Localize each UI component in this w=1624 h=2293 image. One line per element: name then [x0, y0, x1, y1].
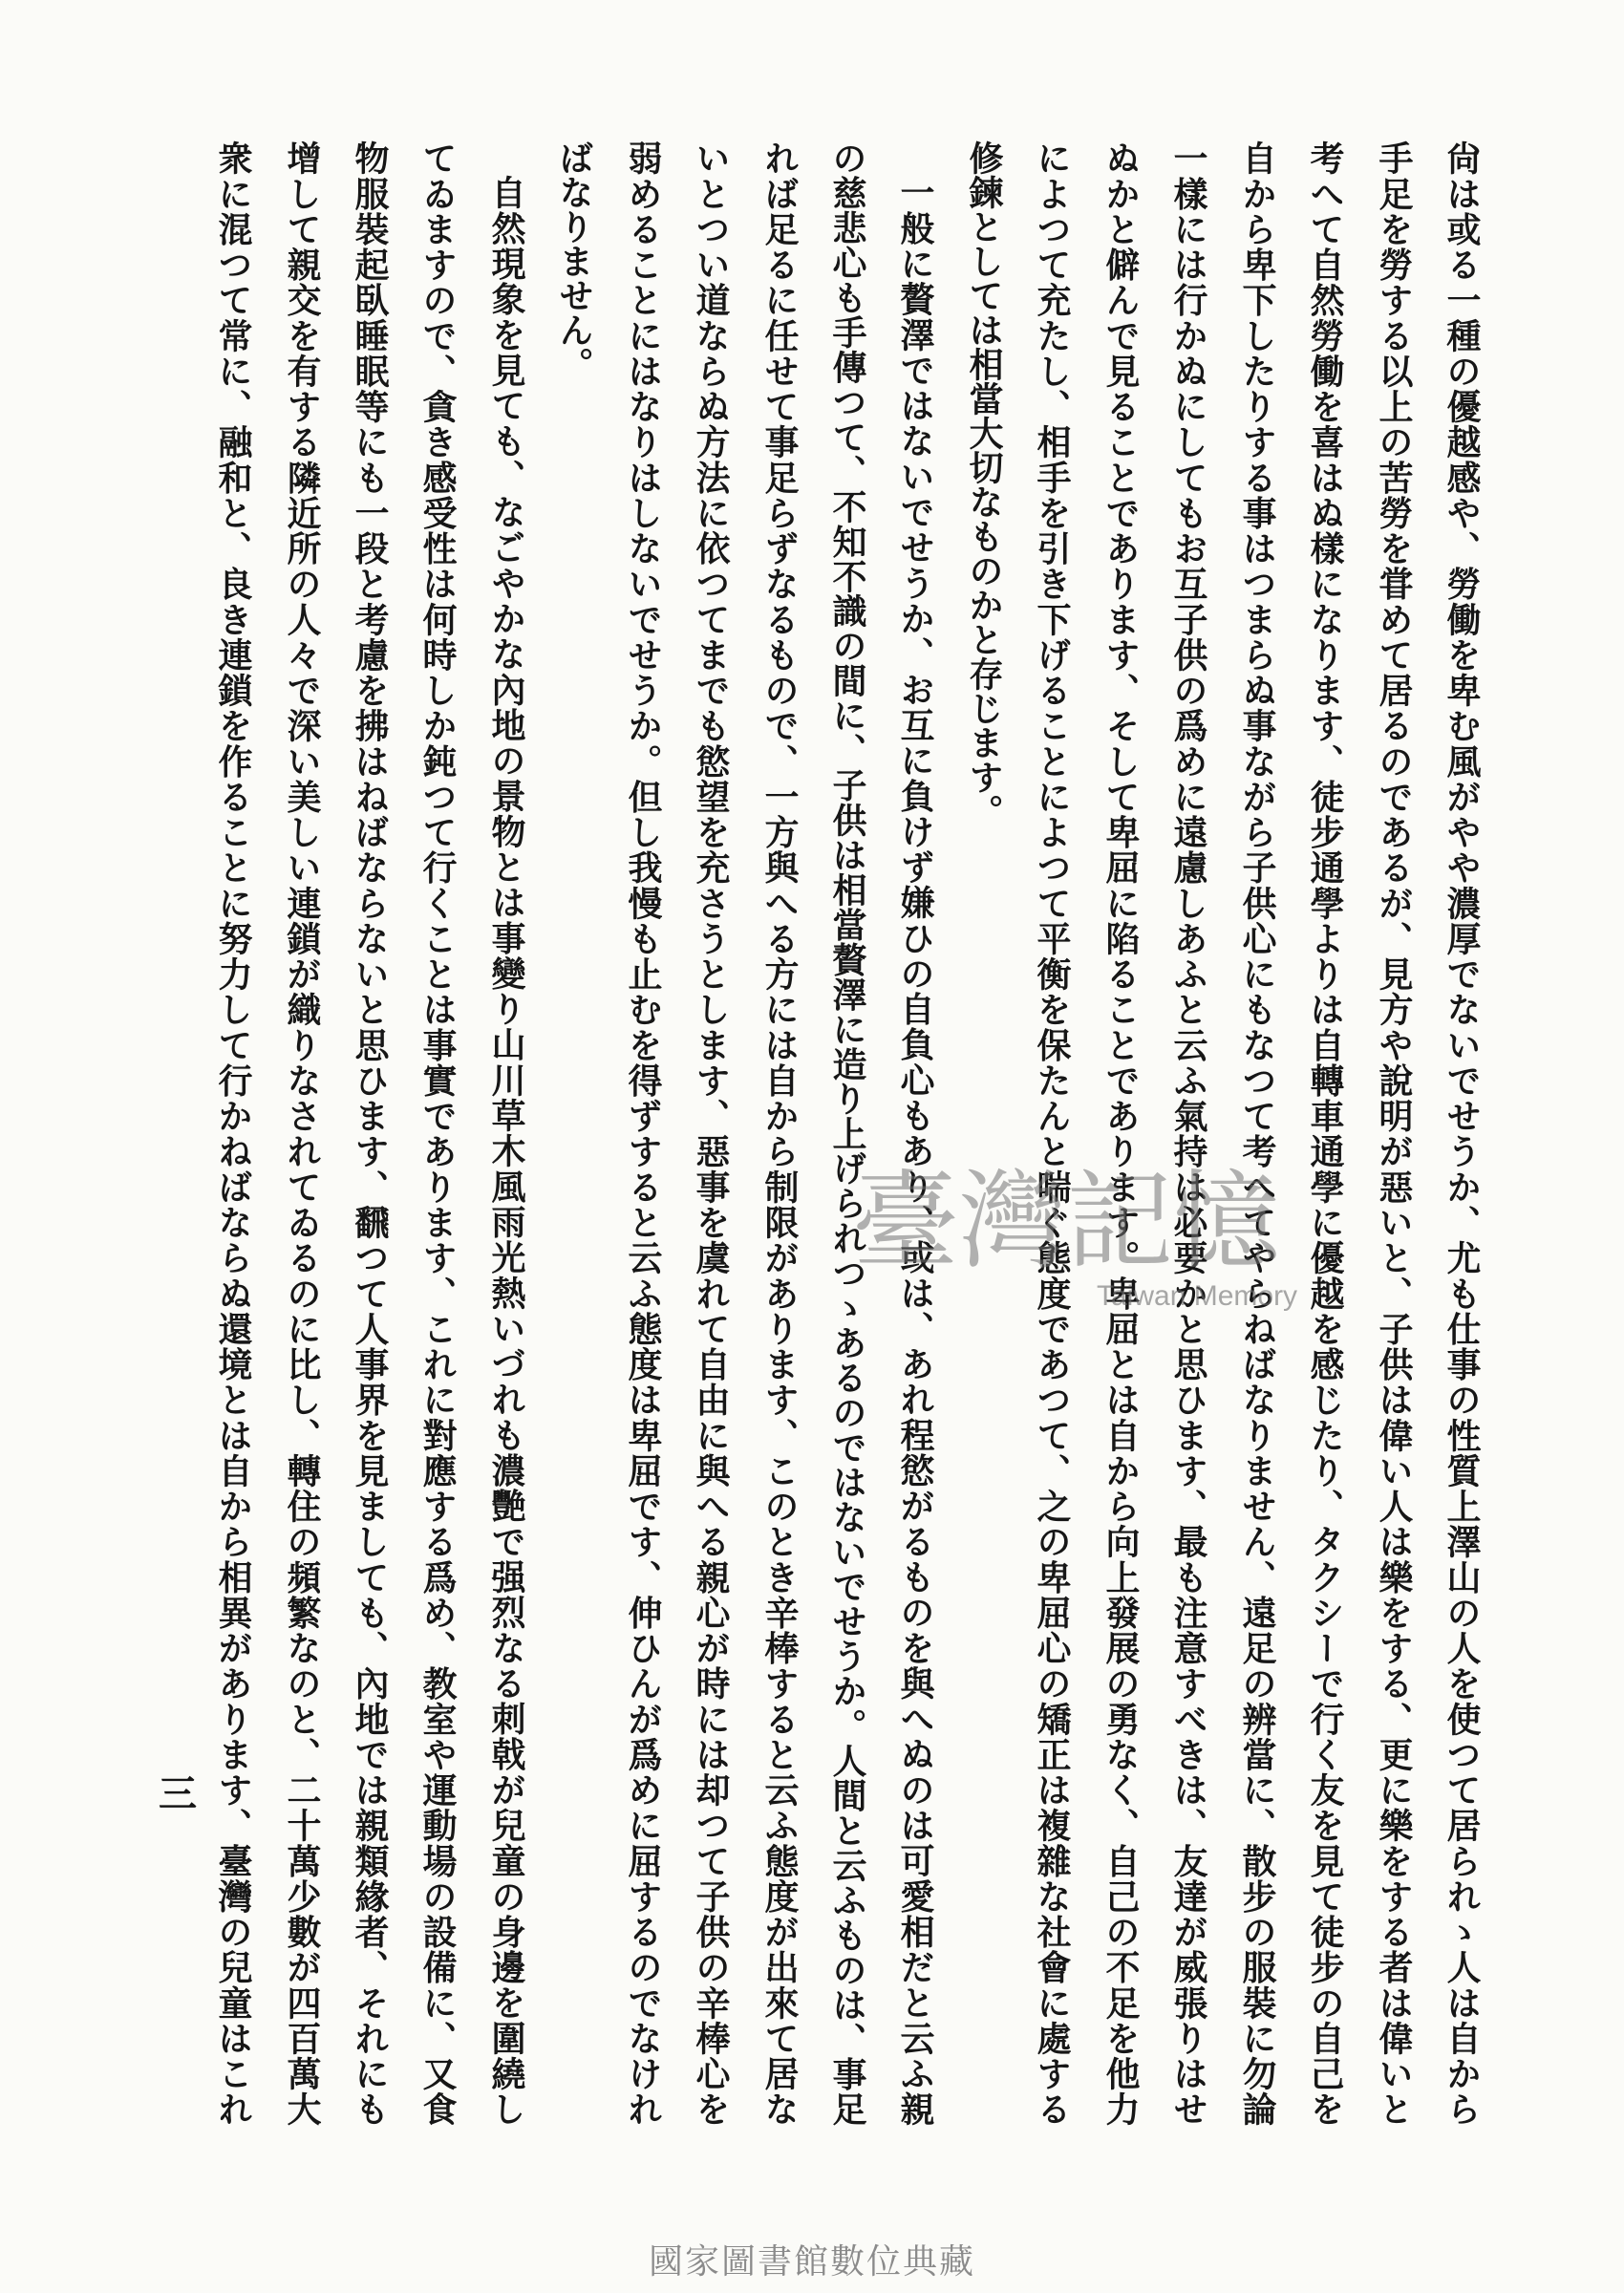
- page-number: 三: [159, 1771, 197, 1816]
- text-column: 增して親交を有する隣近所の人々で深い美しい連鎖が織りなされてゐるのに比し、轉住の頻繁なのと、二十萬少數が四百萬大: [282, 140, 322, 2126]
- text-column-paragraph-end: 修鍊としては相當大切なものかと存じます。: [964, 140, 1004, 828]
- text-column: いとつい道ならぬ方法に依つてまでも慾望を充さうとします、惡事を虞れて自由に與へる親心が時には却つて子供の辛棒心を: [691, 140, 731, 2126]
- text-column-paragraph-start: 一般に贅澤ではないでせうか、お互に負けず嫌ひの自負心もあり、或は、あれ程慾がるものを與へぬのは可愛相だと云ふ親: [895, 175, 935, 2126]
- text-column: 手足を勞する以上の苦勞を甞めて居るのであるが、見方や說明が惡いと、子供は偉い人は樂をする、更に樂をする者は偉いと: [1374, 140, 1414, 2126]
- watermark-logo: 臺灣記憶: [852, 1160, 1280, 1284]
- text-column-paragraph-end: ばなりません。: [554, 140, 594, 381]
- text-column: の慈悲心も手傳つて、不知不識の間に、子供は相當贅澤に造り上げられつゝあるのではないでせうか。人間と云ふものは、事足: [827, 140, 867, 2126]
- archive-footer: 國家圖書館數位典藏: [648, 2242, 975, 2282]
- text-column: れば足るに任せて事足らずなるもので、一方與へる方には自から制限があります、このとき辛棒すると云ふ態度が出來て居な: [759, 140, 800, 2126]
- text-column: 物服裝起臥睡眠等にも一段と考慮を拂はねばならないと思ひます、飜つて人事界を見ましても、內地では親類緣者、それにも: [350, 140, 390, 2126]
- text-column: ぬかと僻んで見ることであります、そして卑屈に陷ることであります。卑屈とは自から向上發展の勇なく、自己の不足を他力: [1100, 140, 1141, 2126]
- text-column: によつて充たし、相手を引き下げることによつて平衡を保たんと喘ぐ態度であつて、之の卑屈心の矯正は複雜な社會に處する: [1032, 140, 1072, 2126]
- text-column: 考へて自然勞働を喜はぬ樣になります、徒步通學よりは自轉車通學に優越を感じたり、タクシーで行く友を見て徒步の自己を: [1305, 140, 1345, 2126]
- watermark-subtitle: Taiwan Memory: [1097, 1280, 1298, 1312]
- text-column: 自から卑下したりする事はつまらぬ事ながら子供心にもなつて考へてやらねばなりません、遠足の辨當に、散步の服裝に勿論: [1237, 140, 1277, 2126]
- text-column: 衆に混つて常に、融和と、良き連鎖を作ることに努力して行かねばならぬ還境とは自から相異があります、臺灣の兒童はこれ: [213, 140, 253, 2126]
- text-column-paragraph-start: 自然現象を見ても、なごやかな內地の景物とは事變り山川草木風雨光熱いづれも濃艷で强烈なる刺戟が兒童の身邊を圍繞し: [486, 175, 526, 2126]
- text-column: てゐますので、貪き感受性は何時しか鈍つて行くことは事實であります、これに對應する爲め、教室や運動場の設備に、又食: [417, 140, 458, 2126]
- text-column: 一樣には行かぬにしてもお互子供の爲めに遠慮しあふと云ふ氣持は必要かと思ひます、最も注意すべきは、友達が威張りはせ: [1168, 140, 1208, 2126]
- text-column: 弱めることにはなりはしないでせうか。但し我慢も止むを得ずすると云ふ態度は卑屈です、伸ひんが爲めに屈するのでなけれ: [623, 140, 663, 2126]
- text-column: 尙は或る一種の優越感や、勞働を卑む風がやや濃厚でないでせうか、尤も仕事の性質上澤山の人を使つて居られゝ人は自から: [1442, 140, 1482, 2126]
